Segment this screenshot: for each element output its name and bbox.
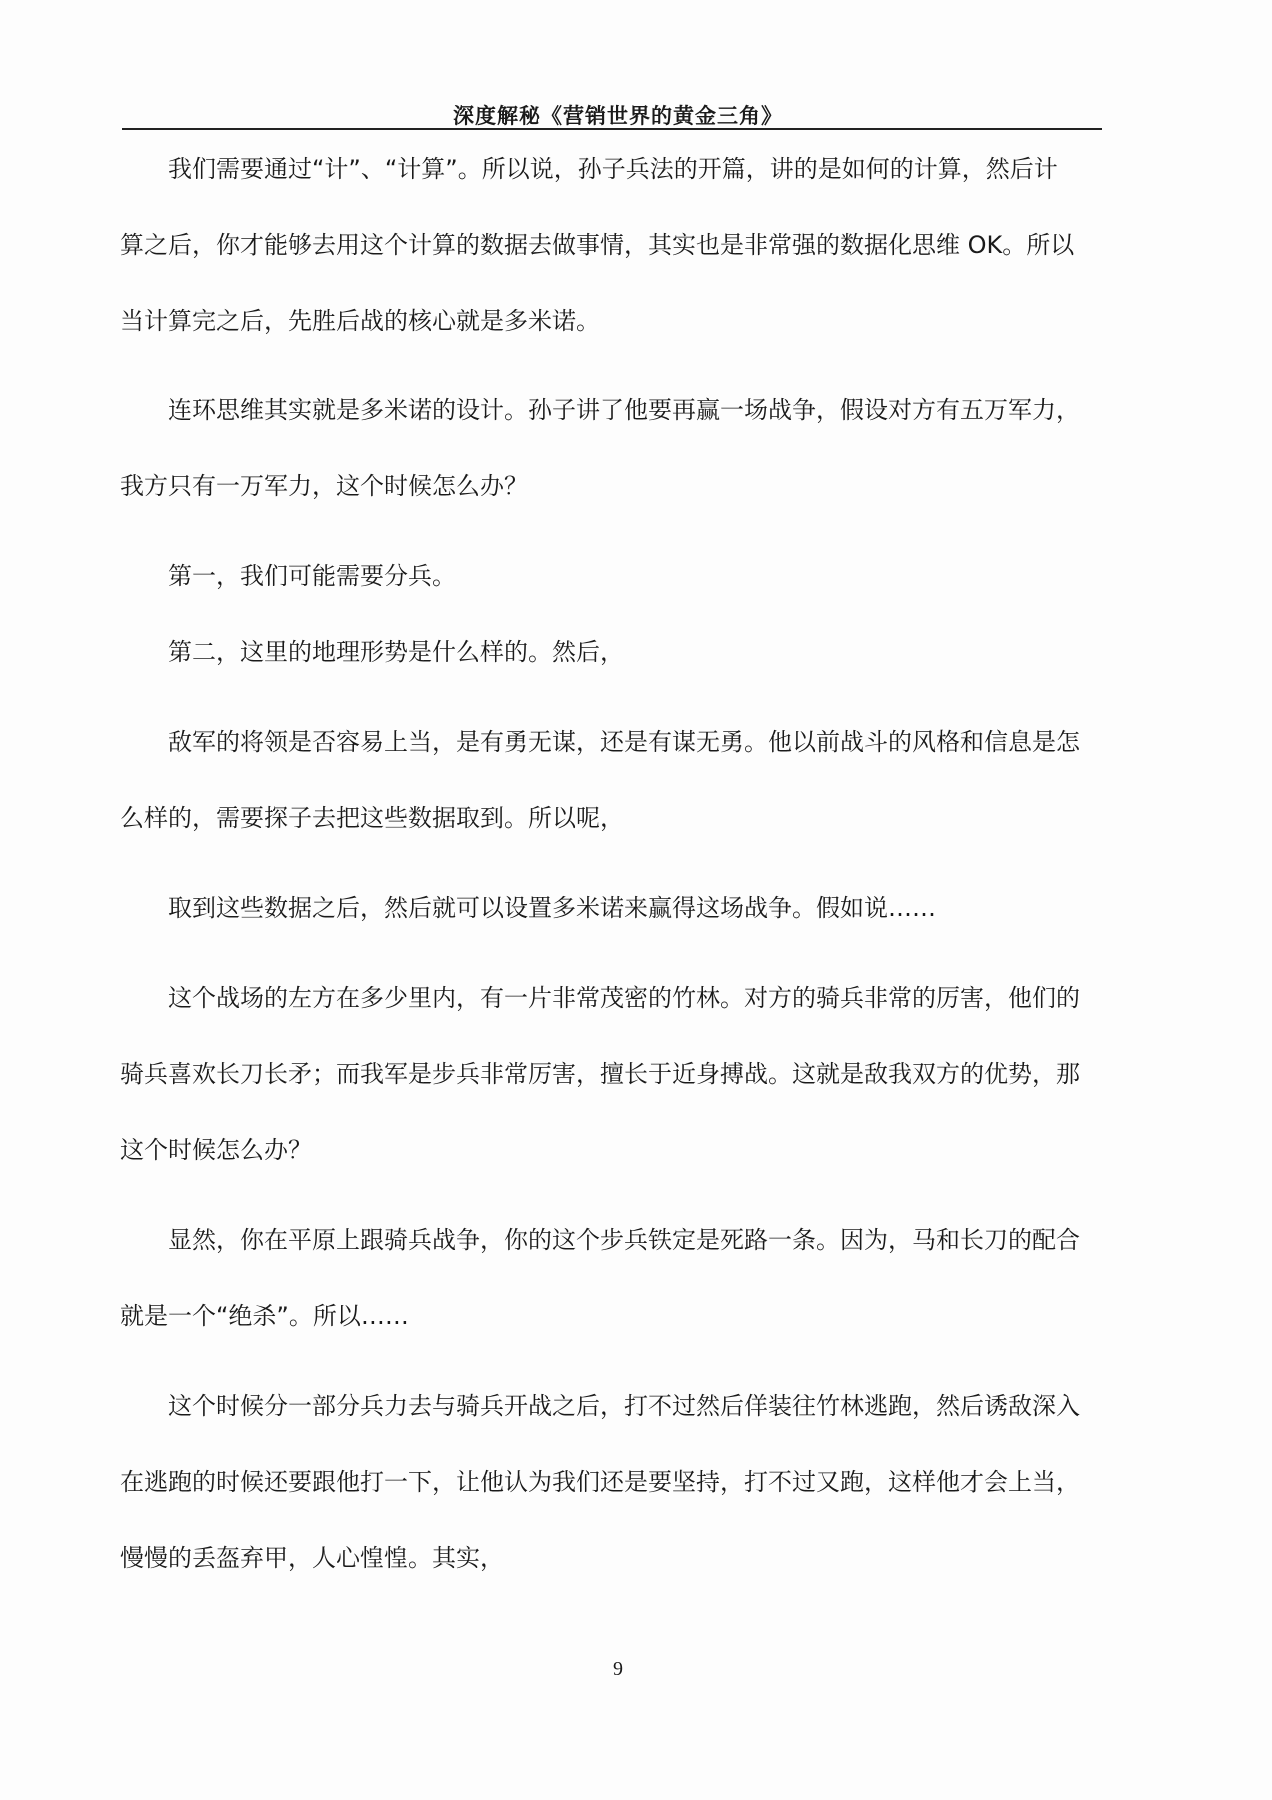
body-line: 敌军的将领是否容易上当，是有勇无谋，还是有谋无勇。他以前战斗的风格和信息是怎 [168,728,1080,756]
body-line: 么样的，需要探子去把这些数据取到。所以呢， [120,804,624,832]
body-line: 这个时候怎么办？ [120,1136,312,1164]
body-line: 取到这些数据之后，然后就可以设置多米诺来赢得这场战争。假如说…… [168,894,936,922]
body-line: 算之后，你才能够去用这个计算的数据去做事情，其实也是非常强的数据化思维 OK。所以 [120,231,1075,259]
body-line: 这个战场的左方在多少里内，有一片非常茂密的竹林。对方的骑兵非常的厉害，他们的 [168,984,1080,1012]
body-line: 我方只有一万军力，这个时候怎么办？ [120,472,528,500]
body-line: 慢慢的丢盔弃甲，人心惶惶。其实， [120,1544,504,1572]
body-line: 我们需要通过“计”、“计算”。所以说，孙子兵法的开篇，讲的是如何的计算，然后计 [168,155,1058,183]
header-divider [122,128,1102,130]
body-line: 在逃跑的时候还要跟他打一下，让他认为我们还是要坚持，打不过又跑，这样他才会上当， [120,1468,1080,1496]
body-line: 连环思维其实就是多米诺的设计。孙子讲了他要再赢一场战争，假设对方有五万军力， [168,396,1080,424]
body-line: 第一，我们可能需要分兵。 [168,562,456,590]
body-line: 第二，这里的地理形势是什么样的。然后， [168,638,624,666]
body-line: 骑兵喜欢长刀长矛；而我军是步兵非常厉害，擅长于近身搏战。这就是敌我双方的优势，那 [120,1060,1080,1088]
body-line: 就是一个“绝杀”。所以…… [120,1302,409,1330]
body-line: 这个时候分一部分兵力去与骑兵开战之后，打不过然后佯装往竹林逃跑，然后诱敌深入 [168,1392,1080,1420]
running-header-title: 深度解秘《营销世界的黄金三角》 [453,104,783,128]
body-line: 显然，你在平原上跟骑兵战争，你的这个步兵铁定是死路一条。因为，马和长刀的配合 [168,1226,1080,1254]
body-line: 当计算完之后，先胜后战的核心就是多米诺。 [120,307,600,335]
page-number: 9 [613,1658,623,1680]
